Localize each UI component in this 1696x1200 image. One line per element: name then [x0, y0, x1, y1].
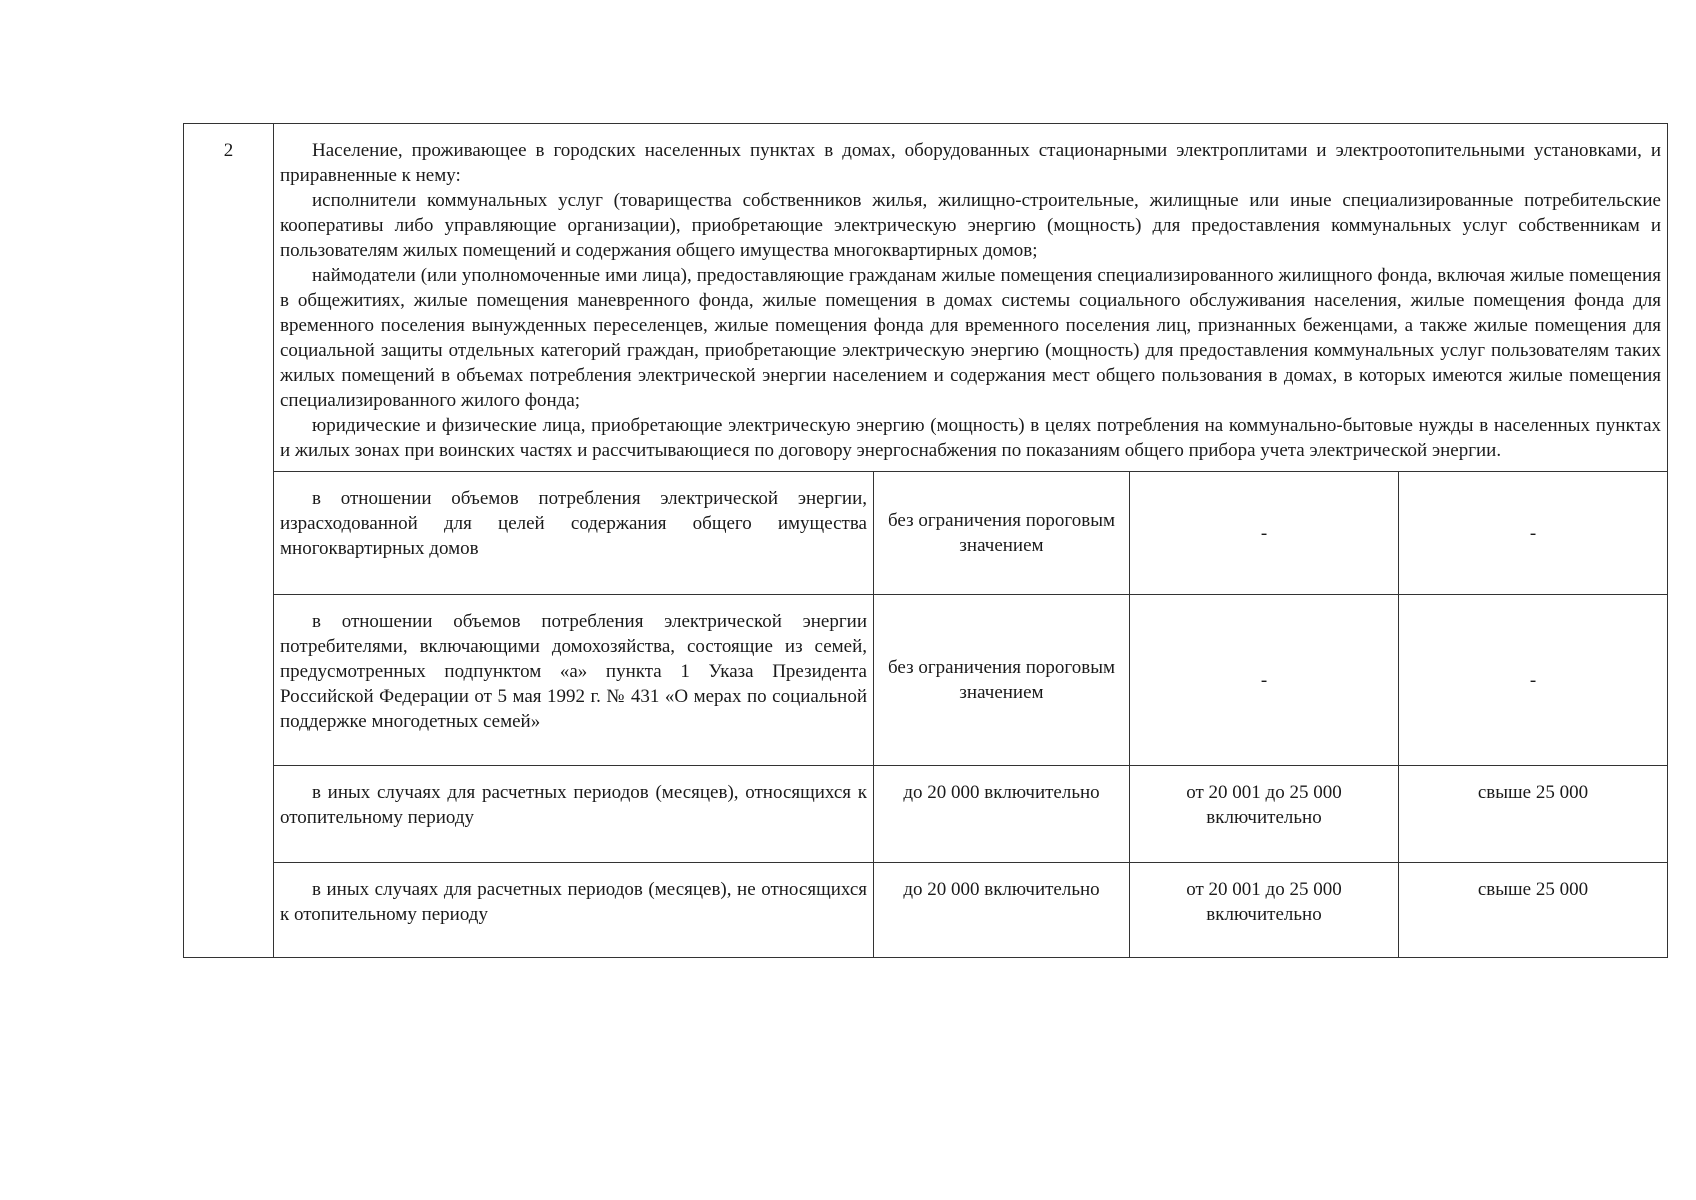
row-description: в иных случаях для расчетных периодов (месяцев), не относящихся к отопительному периоду [274, 863, 874, 958]
category-paragraph: юридические и физические лица, приобретающие электрическую энергию (мощность) в целях потребления на коммунально-бытовые нужды в населенных пунктах и жилых зонах при воинских частях и рассчитывающиеся по договору энергоснабжения по показаниям общего прибора учета электрической энергии. [280, 415, 1661, 461]
threshold-range-3: - [1399, 595, 1668, 766]
category-paragraph: исполнители коммунальных услуг (товарищества собственников жилья, жилищно-строительные, жилищные или иные специализированные потребительские кооперативы либо управляющие организации), приобретающие электрическую энергию (мощность) для предоставления коммунальных услуг собственникам и пользователям жилых помещений и содержания общего имущества многоквартирных домов; [280, 190, 1661, 261]
threshold-range-1: до 20 000 включительно [874, 766, 1130, 863]
threshold-range-1: без ограничения пороговым значением [874, 472, 1130, 595]
table-row [184, 766, 1668, 863]
threshold-range-3: - [1399, 472, 1668, 595]
row-description: в иных случаях для расчетных периодов (месяцев), относящихся к отопительному периоду [274, 766, 874, 863]
category-description [274, 124, 1668, 472]
category-paragraph: наймодатели (или уполномоченные ими лица), предоставляющие гражданам жилые помещения специализированного жилищного фонда, включая жилые помещения в общежитиях, жилые помещения маневренного фонда, жилые помещения в домах системы социального обслуживания населения, жилые помещения фонда для временного поселения вынужденных переселенцев, жилые помещения фонда для временного поселения лиц, признанных беженцами, а также жилые помещения для социальной защиты отдельных категорий граждан, приобретающие электрическую энергию (мощность) для предоставления коммунальных услуг пользователям таких жилых помещений в объемах потребления электрической энергии населением и содержания мест общего пользования в домах, в которых имеются жилые помещения специализированного жилого фонда; [280, 265, 1661, 411]
table-row [184, 863, 1668, 958]
threshold-range-2: - [1130, 472, 1399, 595]
table-row [184, 595, 1668, 766]
row-description: в отношении объемов потребления электрической энергии потребителями, включающими домохозяйства, состоящие из семей, предусмотренных подпунктом «а» пункта 1 Указа Президента Российской Федерации от 5 мая 1992 г. № 431 «О мерах по социальной поддержке многодетных семей» [274, 595, 874, 766]
threshold-range-1: до 20 000 включительно [874, 863, 1130, 958]
table-row [184, 472, 1668, 595]
tariff-table [183, 123, 1668, 958]
threshold-range-3: свыше 25 000 [1399, 766, 1668, 863]
threshold-range-2: - [1130, 595, 1399, 766]
row-description: в отношении объемов потребления электрической энергии, израсходованной для целей содержания общего имущества многоквартирных домов [274, 472, 874, 595]
threshold-range-1: без ограничения пороговым значением [874, 595, 1130, 766]
threshold-range-2: от 20 001 до 25 000 включительно [1130, 863, 1399, 958]
threshold-range-2: от 20 001 до 25 000 включительно [1130, 766, 1399, 863]
row-number: 2 [184, 124, 274, 958]
category-row [184, 124, 1668, 472]
threshold-range-3: свыше 25 000 [1399, 863, 1668, 958]
category-paragraph: Население, проживающее в городских населенных пунктах в домах, оборудованных стационарными электроплитами и электроотопительными установками, и приравненные к нему: [280, 140, 1661, 186]
